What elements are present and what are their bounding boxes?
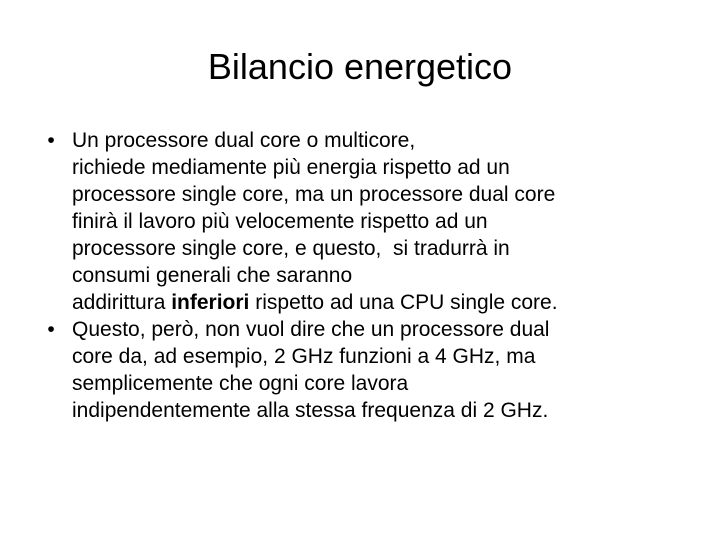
- bullet-1-line-3: processore single core, ma un processore dual core: [72, 183, 556, 206]
- bullet-2-line-2: core da, ad esempio, 2 GHz funzioni a 4 GHz, ma: [72, 345, 536, 368]
- bullet-2-line-3: semplicemente che ogni core lavora: [72, 372, 409, 395]
- bullet-2-line-1: Questo, però, non vuol dire che un processore dual: [72, 318, 550, 341]
- bullet-1-line-2: richiede mediamente più energia rispetto ad un: [72, 156, 510, 179]
- bullet-1-line-6: consumi generali che saranno: [72, 264, 353, 287]
- slide-title: Bilancio energetico: [207, 46, 513, 87]
- bullet-icon: •: [47, 129, 55, 152]
- bullet-1-line-7-after: rispetto ad una CPU single core.: [249, 291, 558, 314]
- bullet-1-line-4: finirà il lavoro più velocemente rispetto ad un: [72, 210, 488, 233]
- bullet-icon: •: [47, 318, 55, 341]
- bullet-1-line-1: Un processore dual core o multicore,: [72, 129, 416, 152]
- bullet-1-line-7: [72, 289, 696, 316]
- bullet-1-line-7-before: addirittura: [72, 291, 172, 314]
- bullet-item-1: [36, 127, 696, 316]
- emphasis-inferiori: inferiori: [171, 291, 250, 314]
- bullet-item-2: [36, 316, 696, 424]
- bullet-1-line-5: processore single core, e questo, si tradurrà in: [72, 237, 510, 260]
- bullet-list: [36, 127, 696, 424]
- bullet-2-line-4: indipendentemente alla stessa frequenza di 2 GHz.: [72, 399, 549, 422]
